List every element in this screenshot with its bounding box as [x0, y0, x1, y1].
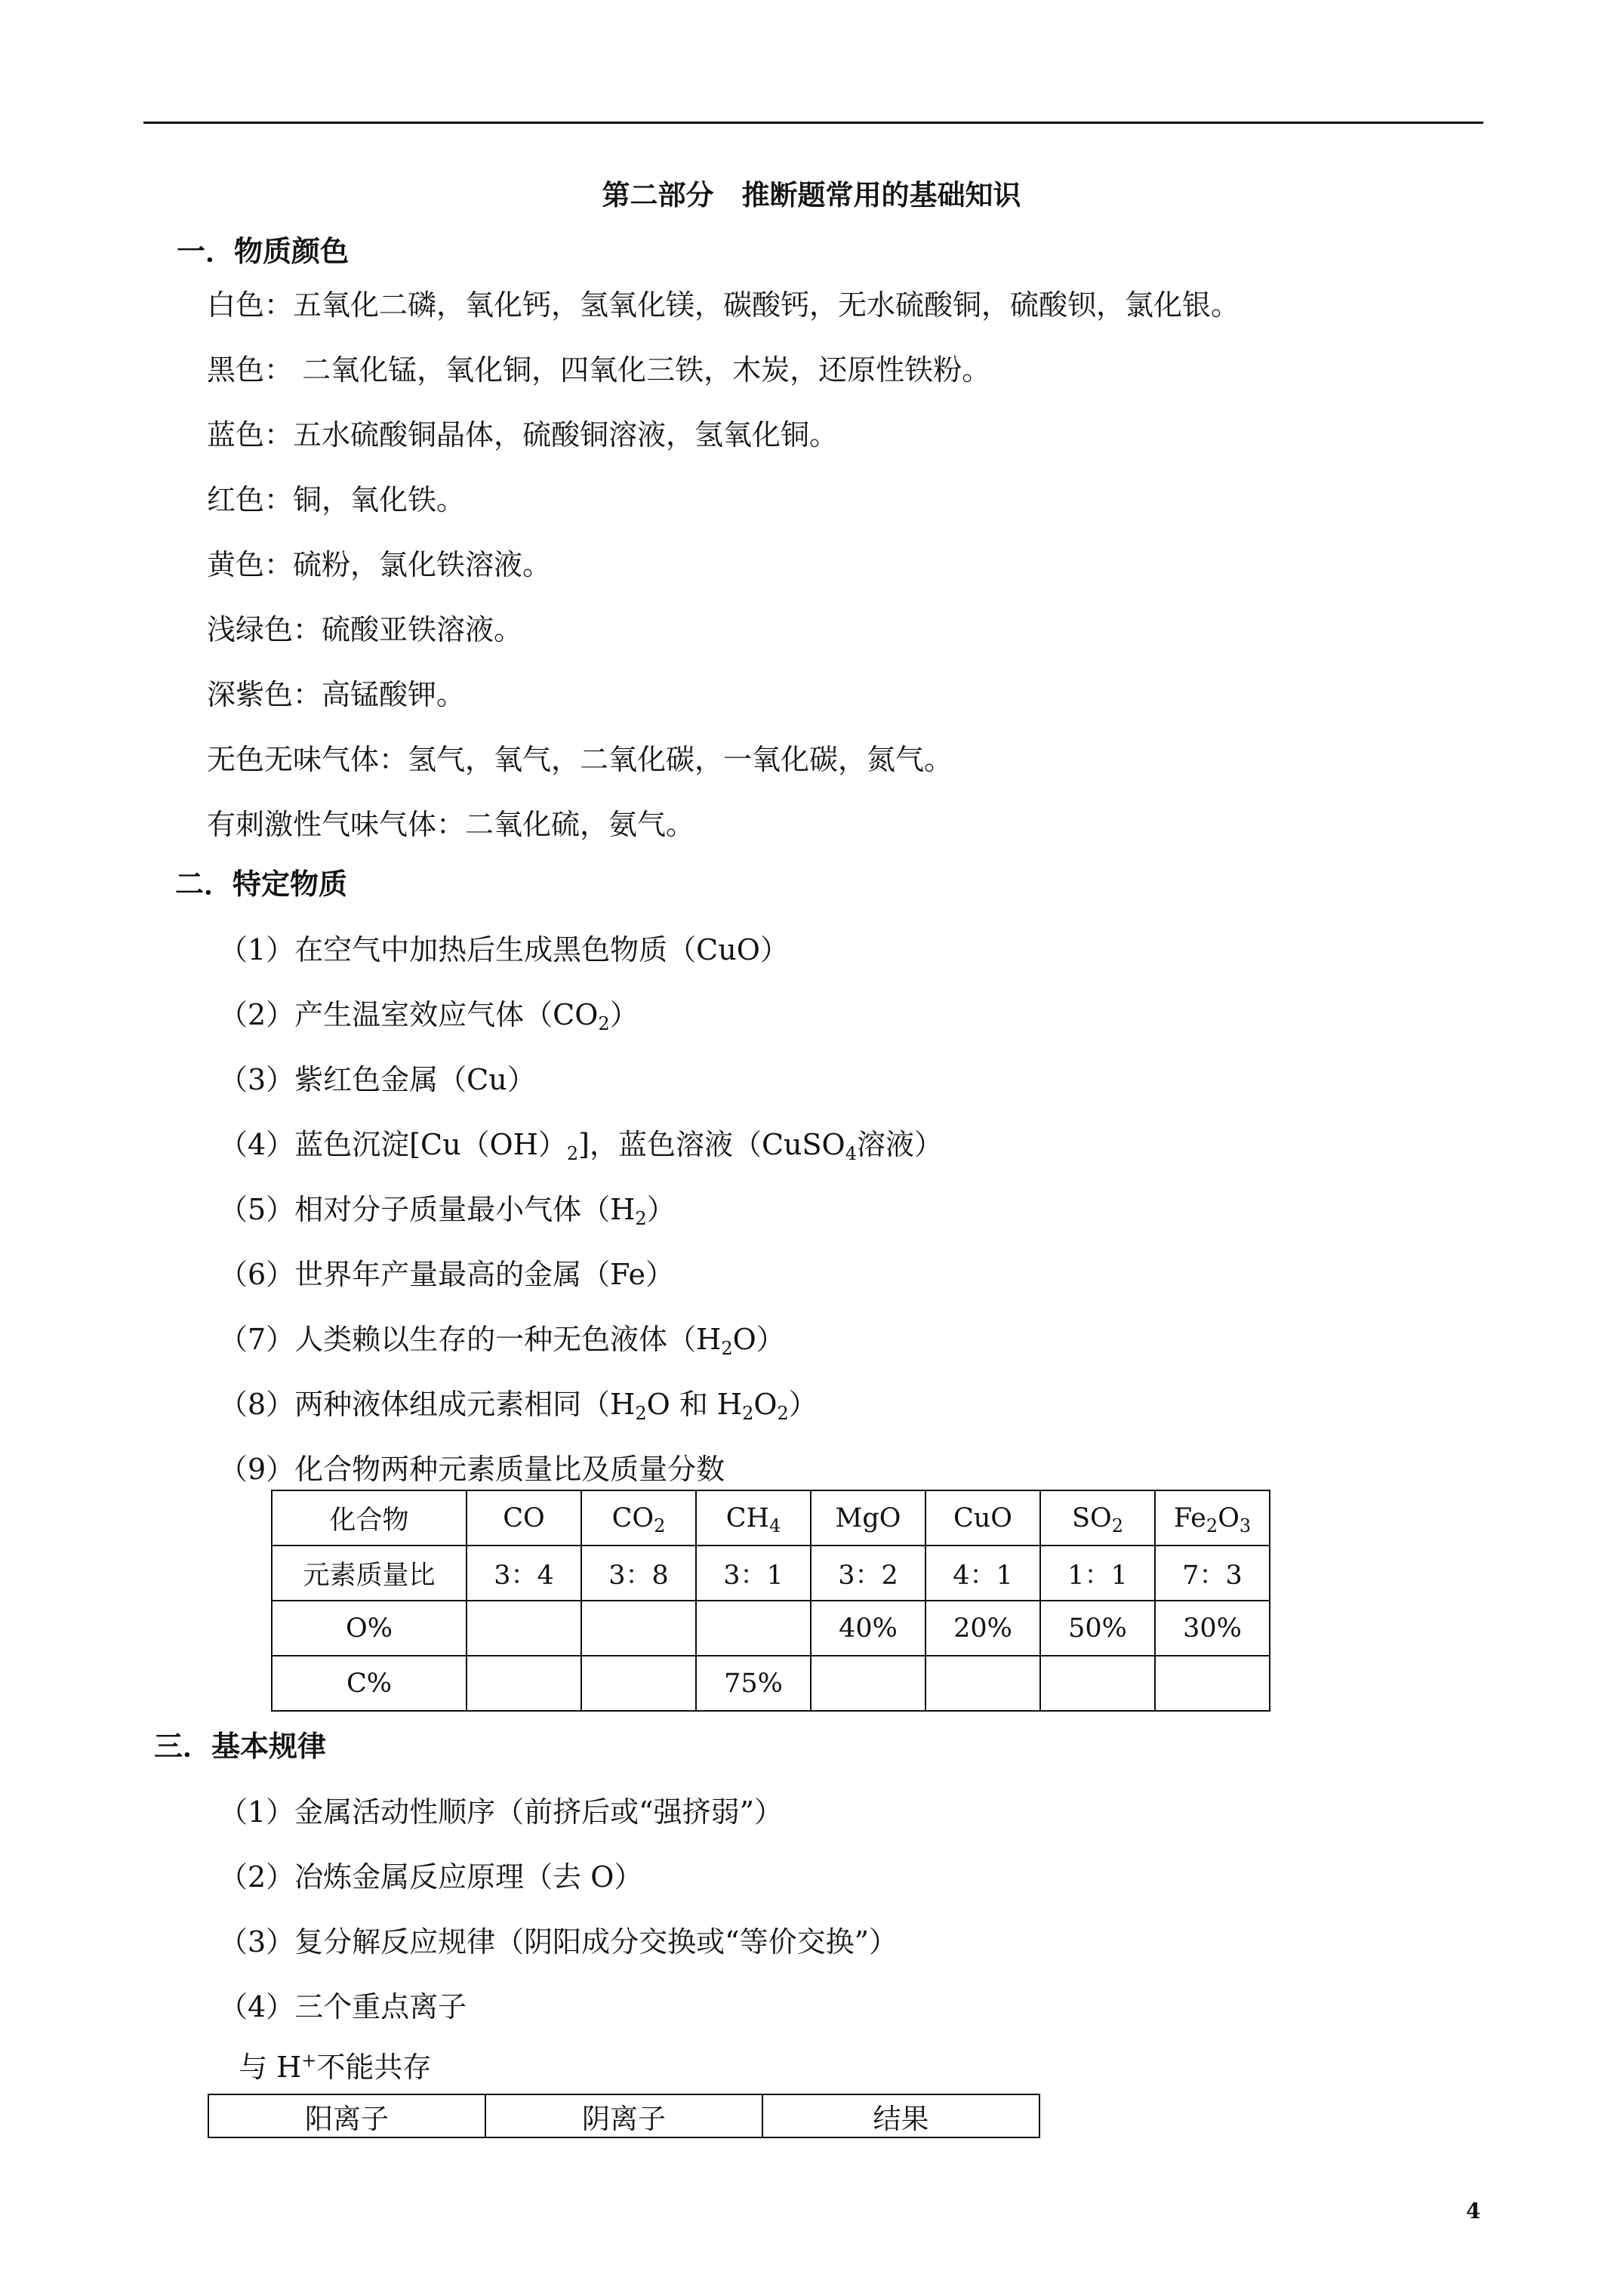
section-heading-substances: 二．特定物质 [175, 867, 348, 901]
table-cell: 7：3 [1155, 1546, 1270, 1601]
table-header-cell: $CO_2$ [581, 1490, 696, 1546]
rule-item: （1）金属活动性顺序（前挤后或“强挤弱”） [219, 1795, 784, 1829]
table-header-row [208, 2094, 1039, 2137]
table-header-cell: $CH_4$ [696, 1490, 811, 1546]
table-cell: 75% [696, 1656, 811, 1711]
mass-ratio-table [271, 1490, 1270, 1712]
substance-item: （4）蓝色沉淀$[Cu(OH)_2]$，蓝色溶液（CuSO$_4$溶液） [219, 1128, 943, 1164]
table-cell: 4：1 [925, 1546, 1040, 1601]
table-row-label: 元素质量比 [272, 1546, 467, 1601]
table-row [272, 1601, 1270, 1656]
table-row-label: C% [272, 1656, 467, 1711]
table-cell [581, 1601, 696, 1656]
table-cell [467, 1601, 581, 1656]
table-row-label: O% [272, 1601, 467, 1656]
table-cell [925, 1656, 1040, 1711]
table-row [272, 1546, 1270, 1601]
coexist-caption: 与 H+不能共存 [239, 2050, 432, 2084]
section-heading-rules: 三．基本规律 [154, 1729, 327, 1763]
page-title: 第二部分 推断题常用的基础知识 [602, 178, 1021, 211]
table-header-cell: 阴离子 [485, 2094, 762, 2137]
table-cell: 3：2 [811, 1546, 925, 1601]
table-header-cell: 阳离子 [208, 2094, 485, 2137]
table-header-row [272, 1490, 1270, 1546]
substance-item: （3）紫红色金属（Cu） [219, 1063, 536, 1096]
table-cell: 50% [1040, 1601, 1155, 1656]
table-cell [811, 1656, 925, 1711]
substance-item: （6）世界年产量最高的金属（Fe） [219, 1258, 674, 1291]
table-header-cell: MgO [811, 1490, 925, 1546]
section-heading-colors: 一．物质颜色 [177, 234, 350, 268]
table-cell: 3：1 [696, 1546, 811, 1601]
table-header-cell: $Fe_2O_3$ [1155, 1490, 1270, 1546]
color-line: 黄色：硫粉，氯化铁溶液。 [207, 548, 552, 581]
color-line: 深紫色：高锰酸钾。 [207, 678, 466, 711]
table-cell: 3：4 [467, 1546, 581, 1601]
table-cell [581, 1656, 696, 1711]
color-line: 蓝色：五水硫酸铜晶体，硫酸铜溶液，氢氧化铜。 [207, 418, 839, 451]
page-number: 4 [1466, 2199, 1481, 2224]
table-row [272, 1656, 1270, 1711]
table-cell: 40% [811, 1601, 925, 1656]
substance-item: （2）产生温室效应气体$(CO_2)$ [219, 998, 639, 1034]
table-header-cell: CuO [925, 1490, 1040, 1546]
table-cell: 3：8 [581, 1546, 696, 1601]
table-cell: 20% [925, 1601, 1040, 1656]
table-header-cell: 结果 [762, 2094, 1039, 2137]
color-line: 白色：五氧化二磷，氧化钙，氢氧化镁，碳酸钙，无水硫酸铜，硫酸钡，氯化银。 [207, 288, 1240, 322]
table-cell [696, 1601, 811, 1656]
substance-item: （8）两种液体组成元素相同（$H_2O$ 和 $H_2O_2$） [219, 1388, 818, 1424]
substance-item: （7）人类赖以生存的一种无色液体$(H_2O)$ [219, 1323, 785, 1359]
color-line: 无色无味气体：氢气，氧气，二氧化碳，一氧化碳，氮气。 [207, 743, 953, 776]
substance-item: （5）相对分子质量最小气体$(H_2)$ [219, 1193, 676, 1229]
color-line: 红色：铜，氧化铁。 [207, 483, 466, 516]
substance-item: （1）在空气中加热后生成黑色物质（CuO） [219, 933, 789, 966]
rule-item: （2）冶炼金属反应原理（去 O） [219, 1860, 643, 1894]
rule-item: （3）复分解反应规律（阴阳成分交换或“等价交换”） [219, 1925, 898, 1959]
table-cell [1155, 1656, 1270, 1711]
color-line: 浅绿色：硫酸亚铁溶液。 [207, 613, 523, 646]
header-rule [143, 122, 1483, 124]
table-cell: 1：1 [1040, 1546, 1155, 1601]
substance-item: （9）化合物两种元素质量比及质量分数 [219, 1453, 725, 1486]
color-line: 有刺激性气味气体：二氧化硫，氨气。 [207, 808, 695, 841]
table-cell [1040, 1656, 1155, 1711]
table-header-cell: $SO_2$ [1040, 1490, 1155, 1546]
ion-table [208, 2094, 1040, 2138]
table-header-cell: 化合物 [272, 1490, 467, 1546]
rule-item: （4）三个重点离子 [219, 1990, 467, 2023]
table-header-cell: CO [467, 1490, 581, 1546]
color-line: 黑色： 二氧化锰，氧化铜，四氧化三铁，木炭，还原性铁粉。 [207, 353, 991, 387]
table-cell: 30% [1155, 1601, 1270, 1656]
table-cell [467, 1656, 581, 1711]
